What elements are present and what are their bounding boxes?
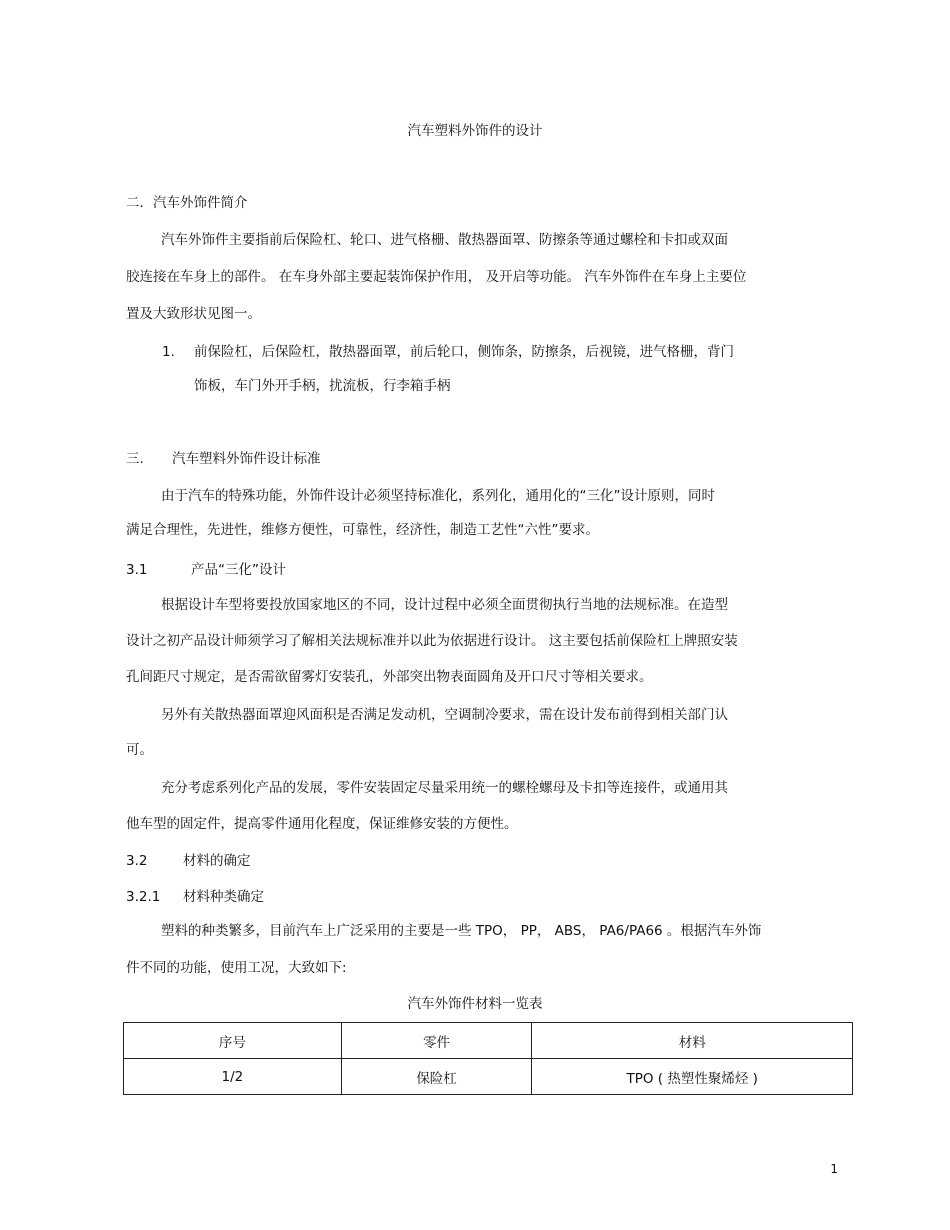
list-item-line: 前保险杠，后保险杠，散热器面罩，前后轮口，侧饰条，防擦条，后视镜，进气格栅，背门 (194, 344, 734, 360)
section-3-1-paragraph-line: 可。 (126, 742, 153, 758)
section-3-1-paragraph-line: 另外有关散热器面罩迎风面积是否满足发动机，空调制冷要求，需在设计发布前得到相关部门认 (161, 707, 728, 723)
section-3-1-number: 3.1 (126, 562, 148, 578)
section-3-2-1-heading: 材料种类确定 (183, 889, 264, 905)
section-3-1-paragraph-line: 根据设计车型将要投放国家地区的不同，设计过程中必须全面贯彻执行当地的法规标准。在造型 (161, 597, 728, 613)
section-3-paragraph-line: 由于汽车的特殊功能，外饰件设计必须坚持标准化，系列化，通用化的“三化”设计原则，同时 (161, 488, 715, 504)
table-row (124, 1059, 853, 1095)
section-3-2-1-paragraph-line: 塑料的种类繁多，目前汽车上广泛采用的主要是一些 TPO， PP， ABS， PA6/PA66 。根据汽车外饰 (161, 923, 762, 939)
section-3-paragraph-line: 满足合理性，先进性，维修方便性，可靠性，经济性，制造工艺性“六性”要求。 (126, 522, 599, 538)
page-number: 1 (830, 1162, 838, 1176)
table-header-cell: 序号 (124, 1023, 342, 1059)
table-cell: 1/2 (124, 1059, 342, 1095)
section-3-1-heading: 产品“三化”设计 (191, 562, 286, 578)
table-header-row (124, 1023, 853, 1059)
section-3-2-1-paragraph-line: 件不同的功能，使用工况，大致如下: (126, 960, 347, 976)
section-2-paragraph-line: 胶连接在车身上的部件。 在车身外部主要起装饰保护作用， 及开启等功能。 汽车外饰件在车身上主要位 (126, 269, 747, 285)
section-3-number: 三. (126, 451, 144, 467)
section-2-paragraph-line: 置及大致形状见图一。 (126, 306, 261, 322)
table-caption: 汽车外饰件材料一览表 (407, 996, 543, 1012)
section-3-2-heading: 材料的确定 (183, 853, 251, 869)
list-item-line: 饰板，车门外开手柄，扰流板，行李箱手柄 (194, 378, 451, 394)
page-title: 汽车塑料外饰件的设计 (407, 123, 543, 139)
table-cell: 保险杠 (341, 1059, 532, 1095)
section-2-paragraph-line: 汽车外饰件主要指前后保险杠、轮口、进气格栅、散热器面罩、防擦条等通过螺栓和卡扣或双面 (161, 232, 728, 248)
section-3-1-paragraph-line: 孔间距尺寸规定，是否需欲留雾灯安装孔，外部突出物表面圆角及开口尺寸等相关要求。 (126, 669, 653, 685)
section-3-2-number: 3.2 (126, 853, 148, 869)
table-cell: TPO ( 热塑性聚烯烃 ) (532, 1059, 853, 1095)
section-2-heading: 二．汽车外饰件简介 (126, 195, 248, 211)
section-3-1-paragraph-line: 他车型的固定件，提高零件通用化程度，保证维修安装的方便性。 (126, 816, 518, 832)
section-3-1-paragraph-line: 设计之初产品设计师须学习了解相关法规标准并以此为依据进行设计。 这主要包括前保险杠上牌照安装 (126, 633, 738, 649)
table-header-cell: 零件 (341, 1023, 532, 1059)
section-3-2-1-number: 3.2.1 (126, 889, 161, 905)
section-3-1-paragraph-line: 充分考虑系列化产品的发展，零件安装固定尽量采用统一的螺栓螺母及卡扣等连接件，或通用其 (161, 780, 728, 796)
section-3-heading: 汽车塑料外饰件设计标准 (172, 451, 321, 467)
materials-table (123, 1022, 853, 1095)
list-number: 1. (162, 344, 175, 360)
table-header-cell: 材料 (532, 1023, 853, 1059)
